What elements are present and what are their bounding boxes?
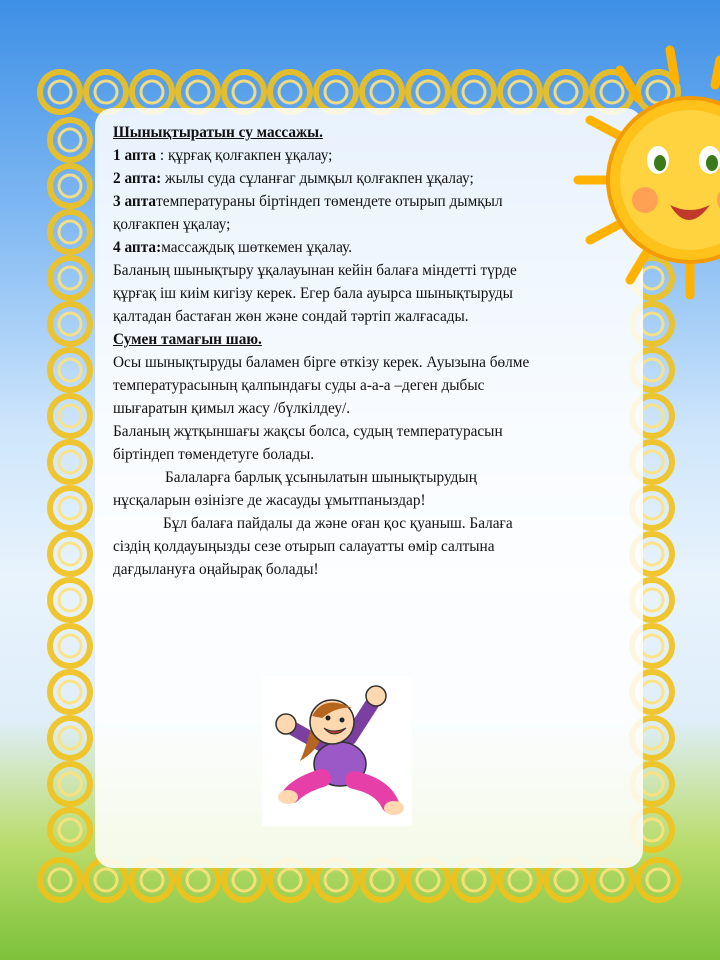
swirl-inner-ring [509, 869, 531, 891]
swirl-inner-ring [187, 81, 209, 103]
swirl-ring [50, 212, 90, 252]
jumping-child-icon [262, 676, 412, 826]
swirl-inner-ring [95, 869, 117, 891]
swirl-inner-ring [59, 405, 81, 427]
swirl-inner-ring [59, 175, 81, 197]
swirl-inner-ring [141, 869, 163, 891]
swirl-inner-ring [641, 727, 663, 749]
swirl-ring [50, 350, 90, 390]
swirl-inner-ring [59, 727, 81, 749]
article-text [113, 121, 533, 581]
swirl-ring [86, 72, 126, 112]
week-3-text: температураны біртіндеп төмендете отырып дымқыл қолғакпен ұқалау; [113, 193, 503, 233]
swirl-ring [50, 626, 90, 666]
paragraph-4: Балаларға барлық ұсынылатын шынықтырудың нұсқаларын өзінізге де жасауды ұмытпаныздар! [113, 469, 477, 509]
swirl-ring [362, 72, 402, 112]
swirl-ring [50, 258, 90, 298]
swirl-inner-ring [371, 869, 393, 891]
swirl-inner-ring [59, 819, 81, 841]
week-3 [113, 190, 533, 236]
swirl-inner-ring [279, 81, 301, 103]
swirl-inner-ring [59, 313, 81, 335]
swirl-inner-ring [641, 819, 663, 841]
swirl-inner-ring [601, 869, 623, 891]
week-4 [113, 236, 533, 259]
swirl-ring [638, 860, 678, 900]
paragraph-3: Баланың жұтқыншағы жақсы болса, судың температурасын біртіндеп төмендетуге болады. [113, 423, 503, 463]
swirl-inner-ring [233, 81, 255, 103]
paragraph-5: Бұл балаға пайдалы да және оған қос қуаныш. Балаға сіздің қолдауыңызды сезе отырып салауатты өмір салтына дағдылануға оңайырақ болады! [113, 515, 513, 578]
section-title-water-massage: Шынықтыратын су массажы. [113, 124, 323, 141]
swirl-ring [50, 304, 90, 344]
week-1-label: 1 апта [113, 147, 157, 164]
swirl-inner-ring [641, 543, 663, 565]
swirl-ring [50, 534, 90, 574]
swirl-inner-ring [641, 405, 663, 427]
swirl-inner-ring [59, 129, 81, 151]
week-2-text: жылы суда сұланғаг дымқыл қолғакпен ұқалау; [161, 170, 474, 187]
swirl-inner-ring [641, 313, 663, 335]
swirl-inner-ring [49, 869, 71, 891]
swirl-ring [316, 72, 356, 112]
swirl-ring [408, 72, 448, 112]
swirl-inner-ring [187, 869, 209, 891]
swirl-inner-ring [59, 267, 81, 289]
swirl-inner-ring [463, 869, 485, 891]
swirl-inner-ring [59, 635, 81, 657]
swirl-ring [132, 72, 172, 112]
swirl-inner-ring [641, 359, 663, 381]
week-2 [113, 167, 533, 190]
swirl-inner-ring [641, 635, 663, 657]
swirl-inner-ring [641, 497, 663, 519]
swirl-ring [500, 72, 540, 112]
swirl-inner-ring [647, 869, 669, 891]
swirl-inner-ring [59, 359, 81, 381]
swirl-inner-ring [371, 81, 393, 103]
swirl-inner-ring [59, 681, 81, 703]
swirl-ring [50, 672, 90, 712]
swirl-ring [50, 718, 90, 758]
swirl-inner-ring [641, 681, 663, 703]
paragraph-2: Осы шынықтыруды баламен бірге өткізу керек. Ауызына бөлме температурасының қалпындағы суды а-а-а –деген дыбыс шығаратын қимыл жасу /бүлкілдеу/. [113, 354, 530, 417]
swirl-ring [270, 72, 310, 112]
week-2-label: 2 апта: [113, 170, 162, 187]
swirl-inner-ring [641, 773, 663, 795]
swirl-ring [454, 72, 494, 112]
week-1-sep: : [156, 147, 168, 164]
swirl-ring [50, 764, 90, 804]
swirl-inner-ring [141, 81, 163, 103]
week-1-text: құрғақ қолғакпен ұқалау; [168, 147, 333, 164]
swirl-ring [50, 396, 90, 436]
swirl-inner-ring [59, 773, 81, 795]
swirl-ring [40, 72, 80, 112]
swirl-inner-ring [463, 81, 485, 103]
swirl-inner-ring [641, 451, 663, 473]
swirl-inner-ring [641, 589, 663, 611]
swirl-inner-ring [233, 869, 255, 891]
swirl-inner-ring [59, 543, 81, 565]
swirl-inner-ring [59, 497, 81, 519]
swirl-ring [40, 860, 80, 900]
swirl-inner-ring [59, 221, 81, 243]
swirl-ring [50, 810, 90, 850]
swirl-ring [50, 120, 90, 160]
swirl-inner-ring [417, 81, 439, 103]
swirl-ring [50, 488, 90, 528]
week-4-text: массаждық шөткемен ұқалау. [161, 239, 353, 256]
swirl-inner-ring [49, 81, 71, 103]
swirl-inner-ring [95, 81, 117, 103]
swirl-ring [50, 166, 90, 206]
swirl-ring [50, 580, 90, 620]
sun-icon [560, 40, 720, 300]
swirl-inner-ring [59, 451, 81, 473]
swirl-inner-ring [325, 81, 347, 103]
section-title-gargle: Сумен тамағын шаю. [113, 331, 262, 348]
week-3-label: 3 апта [113, 193, 157, 210]
swirl-inner-ring [325, 869, 347, 891]
swirl-inner-ring [417, 869, 439, 891]
swirl-ring [224, 72, 264, 112]
swirl-inner-ring [555, 869, 577, 891]
week-1 [113, 144, 533, 167]
swirl-ring [50, 442, 90, 482]
swirl-ring [178, 72, 218, 112]
week-4-label: 4 апта: [113, 239, 162, 256]
swirl-inner-ring [279, 869, 301, 891]
swirl-inner-ring [509, 81, 531, 103]
swirl-inner-ring [59, 589, 81, 611]
paragraph-1: Баланың шынықтыру ұқалауынан кейін балаға міндетті түрде құрғақ іш киім кигізу керек. Егер бала ауырса шынықтыруды қалтадан бастаған жөн және сондай тәртіп жалғасады. [113, 262, 517, 325]
